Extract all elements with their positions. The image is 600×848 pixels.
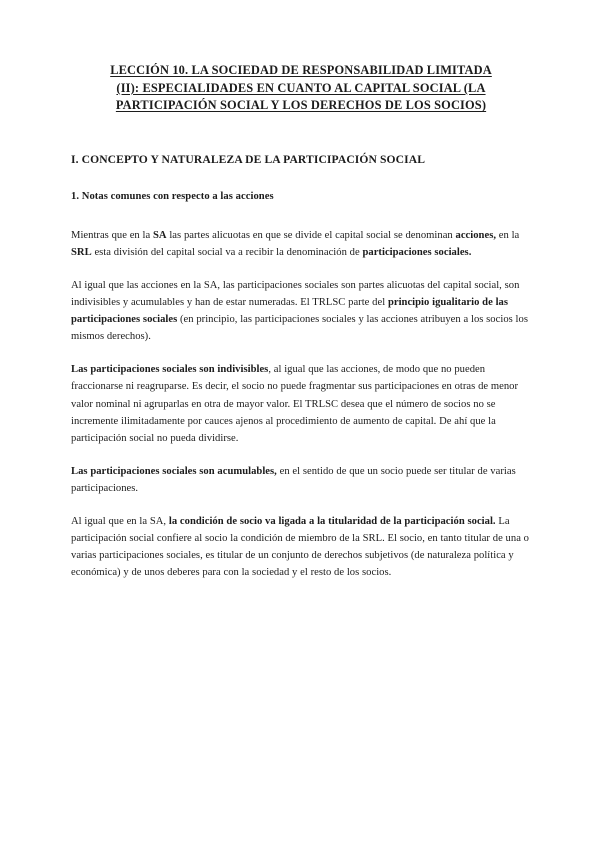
- body-text: La participación social confiere al socio la condición de miembro de la SRL. El socio, en tanto titular de una o varias participaciones sociales, es titular de un conjunto de derechos subjetivos (de naturaleza política y económica) y de unos deberes para con la sociedad y el resto de los socios.: [71, 516, 529, 579]
- paragraph: [71, 463, 531, 497]
- emphasis-text: la condición de socio va ligada a la titularidad de la participación social.: [168, 516, 496, 527]
- body-text: , al igual que las acciones, de modo que no pueden fraccionarse ni reagruparse. Es decir, el socio no puede fragmentar sus participaciones en otras de menor valor nominal ni agruparlas en otra de mayor valor. El TRLSC desea que el número de socios no se incremente ilimitadamente por cauces ajenos al procedimiento de aumento de capital. De ahí que la participación social no pueda dividirse.: [71, 364, 519, 444]
- title-spacer: [71, 115, 531, 152]
- emphasis-text: SRL: [71, 246, 92, 258]
- sub-heading: 1. Notas comunes con respecto a las acciones: [71, 190, 274, 202]
- body-text: Al igual que en la SA,: [71, 516, 169, 527]
- body-text: las partes alicuotas en que se divide el capital social se denominan: [166, 229, 456, 241]
- paragraph: [71, 227, 531, 261]
- emphasis-text: participaciones sociales.: [362, 246, 472, 258]
- paragraph: [71, 513, 531, 581]
- document-title-line-2: (II): ESPECIALIDADES EN CUANTO AL CAPITAL SOCIAL (LA: [116, 80, 486, 95]
- body-text: en el sentido de que un socio puede ser titular de varias participaciones.: [71, 465, 516, 494]
- emphasis-text: acciones,: [455, 229, 497, 241]
- sub-heading-spacer: [71, 205, 531, 227]
- emphasis-text: principio igualitario de las participaciones sociales: [71, 297, 509, 326]
- paragraph: [71, 277, 531, 345]
- document-content: [71, 62, 531, 581]
- emphasis-text: SA: [152, 229, 167, 241]
- body-text: (en principio, las participaciones sociales y las acciones atribuyen a los socios los mismos derechos).: [71, 314, 528, 343]
- document-title-line-3: PARTICIPACIÓN SOCIAL Y LOS DERECHOS DE LOS SOCIOS): [115, 98, 487, 113]
- emphasis-text: Las participaciones sociales son indivisibles: [71, 364, 269, 376]
- emphasis-text: Las participaciones sociales son acumulables,: [71, 465, 277, 477]
- section-heading: I. CONCEPTO Y NATURALEZA DE LA PARTICIPACIÓN SOCIAL: [71, 152, 426, 166]
- document-title: [71, 62, 531, 115]
- body-text: Mientras que en la: [71, 229, 153, 241]
- body-text: esta división del capital social va a recibir la denominación de: [91, 246, 363, 258]
- body-text: en la: [496, 229, 520, 241]
- paragraph: [71, 361, 531, 446]
- section-spacer: [71, 168, 531, 189]
- paragraph-list: [71, 227, 531, 582]
- body-text: Al igual que las acciones en la SA, las participaciones sociales son partes alicuotas del capital social, son indivisibles y acumulables y han de estar numeradas. El TRLSC parte del: [71, 279, 520, 309]
- document-title-line-1: LECCIÓN 10. LA SOCIEDAD DE RESPONSABILIDAD LIMITADA: [110, 63, 492, 77]
